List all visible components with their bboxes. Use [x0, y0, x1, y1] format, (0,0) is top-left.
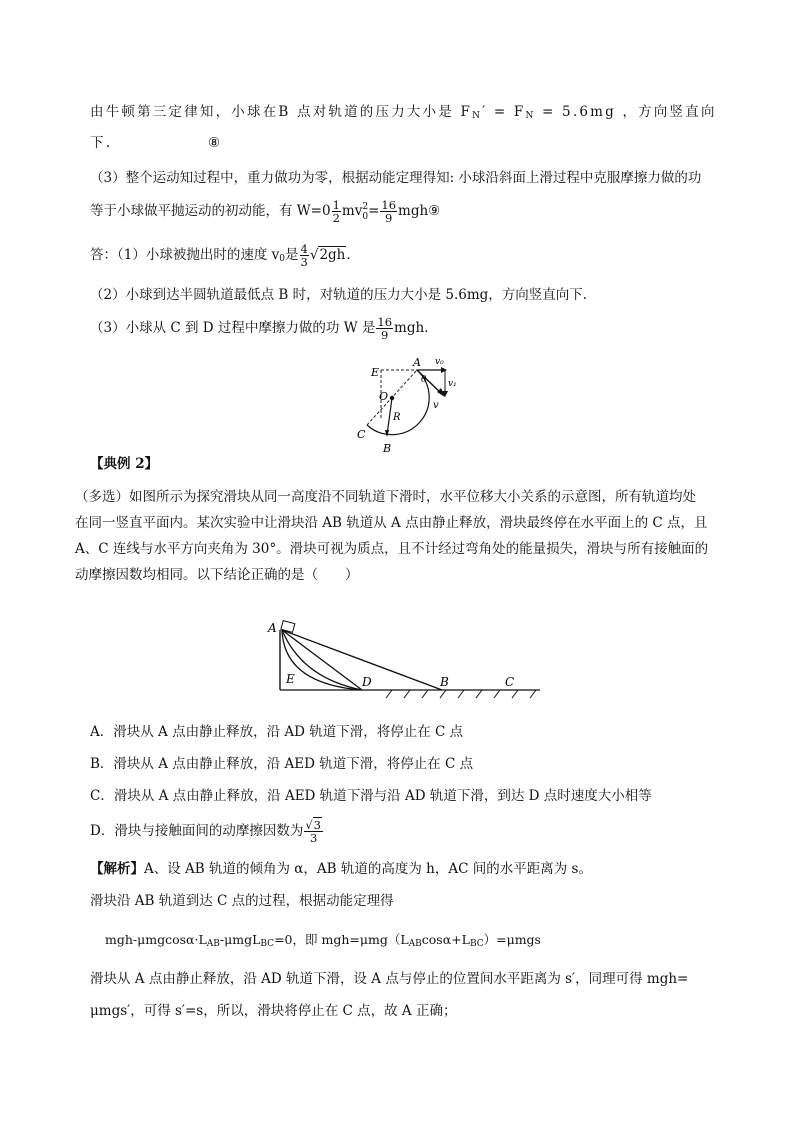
text-line-answer-3: （3）小球从 C 到 D 过程中摩擦力做的功 W 是 $\frac{16}{9}$ mgh. [90, 315, 429, 342]
option-B: B．滑块从 A 点由静止释放，沿 AED 轨道下滑，将停止在 C 点 [90, 756, 474, 772]
fraction-root3-over-3: $\frac{√3}{3}$ [305, 818, 321, 845]
fraction-one-half: $\frac{1}{2}$ [332, 198, 340, 225]
label-C2: C [505, 675, 515, 689]
label-A: A [413, 356, 421, 369]
fraction-4-3: $\frac{4}{3}$ [300, 242, 308, 269]
label-D2: D [362, 675, 372, 689]
label-E2: E [286, 672, 295, 686]
example-2-title: 【典例 2】 [90, 456, 159, 472]
analysis-line-1: 【解析】A、设 AB 轨道的倾角为 α，AB 轨道的高度为 h，AC 间的水平距离为 s。 [90, 861, 592, 877]
label-v0: v₀ [435, 357, 444, 367]
label-B2: B [440, 675, 449, 689]
label-E: E [371, 366, 380, 379]
label-O: O [379, 390, 389, 403]
analysis-line-4: 滑块从 A 点由静止释放，沿 AD 轨道下滑，设 A 点与停止的位置间水平距离为 s′，同理可得 mgh= [90, 971, 689, 987]
label-theta: θ [421, 375, 427, 385]
fraction-16-9: $\frac{16}{9}$ [381, 198, 397, 225]
figure-tracks [262, 618, 552, 702]
text-line-newton-third-law: 由牛顿第三定律知，小球在B 点对轨道的压力大小是 $F_N' = F_N = 5.6mg$ ，方向竖直向 [90, 104, 717, 121]
equation-mark-8: ⑧ [208, 135, 223, 151]
option-A: A．滑块从 A 点由静止释放，沿 AD 轨道下滑，将停止在 C 点 [90, 724, 464, 740]
label-R: R [393, 412, 401, 423]
analysis-line-5: μmgs′，可得 s′=s，所以，滑块将停止在 C 点，故 A 正确； [90, 1003, 457, 1019]
fraction-16-9-b: $\frac{16}{9}$ [377, 315, 393, 342]
text-line-work-equation: 等于小球做平抛运动的初动能，有 W=0 $\frac{1}{2}$ mv 2 0 = $\frac{16}{9}$ mgh⑨ [90, 198, 441, 225]
analysis-equation: mgh-$\mu mgcos\alpha\cdot L_{AB}-\mu mgL_{BC}=0$，即 $mgh=\mu mg(L_{AB}\cos\alpha+L_{BC})=\mu mgs$ [105, 932, 541, 949]
text-line-downward: 下. ⑧ [90, 135, 223, 151]
label-A2: A [268, 621, 277, 635]
figure-semicircle-track [355, 350, 465, 460]
text-line-part3: （3）整个运动知过程中，重力做功为零，根据动能定理得知: 小球沿斜面上滑过程中克服摩擦力做的功 [90, 170, 702, 186]
example-2-line-1: （多选）如图所示为探究滑块从同一高度沿不同轨道下滑时，水平位移大小关系的示意图，所有轨道均处 [75, 489, 696, 505]
text-line-answer-1: 答：（1）小球被抛出时的速度 $v_0$是 $\frac{4}{3}$ √2gh. [90, 242, 351, 269]
example-2-line-3: A、C 连线与水平方向夹角为 30°。滑块可视为质点，且不计经过弯角处的能量损失，滑块与所有接触面的 [75, 541, 709, 557]
option-C: C．滑块从 A 点由静止释放，沿 AED 轨道下滑与沿 AD 轨道下滑，到达 D 点时速度大小相等 [90, 788, 652, 804]
example-2-line-2: 在同一竖直平面内。某次实验中让滑块沿 AB 轨道从 A 点由静止释放，滑块最终停在水平面上的 C 点，且 [75, 515, 708, 531]
example-2-line-4: 动摩擦因数均相同。以下结论正确的是（ ） [75, 567, 359, 583]
option-D: D．滑块与接触面间的动摩擦因数为 $\frac{√3}{3}$ [90, 818, 321, 845]
label-C: C [357, 428, 366, 441]
text-line-answer-2: （2）小球到达半圆轨道最低点 B 时，对轨道的压力大小是 5.6mg，方向竖直向下. [90, 287, 588, 303]
label-v1: v₁ [448, 379, 457, 389]
analysis-line-2: 滑块沿 AB 轨道到达 C 点的过程，根据动能定理得 [90, 893, 394, 909]
label-v: v [433, 400, 439, 411]
label-B: B [383, 442, 392, 455]
